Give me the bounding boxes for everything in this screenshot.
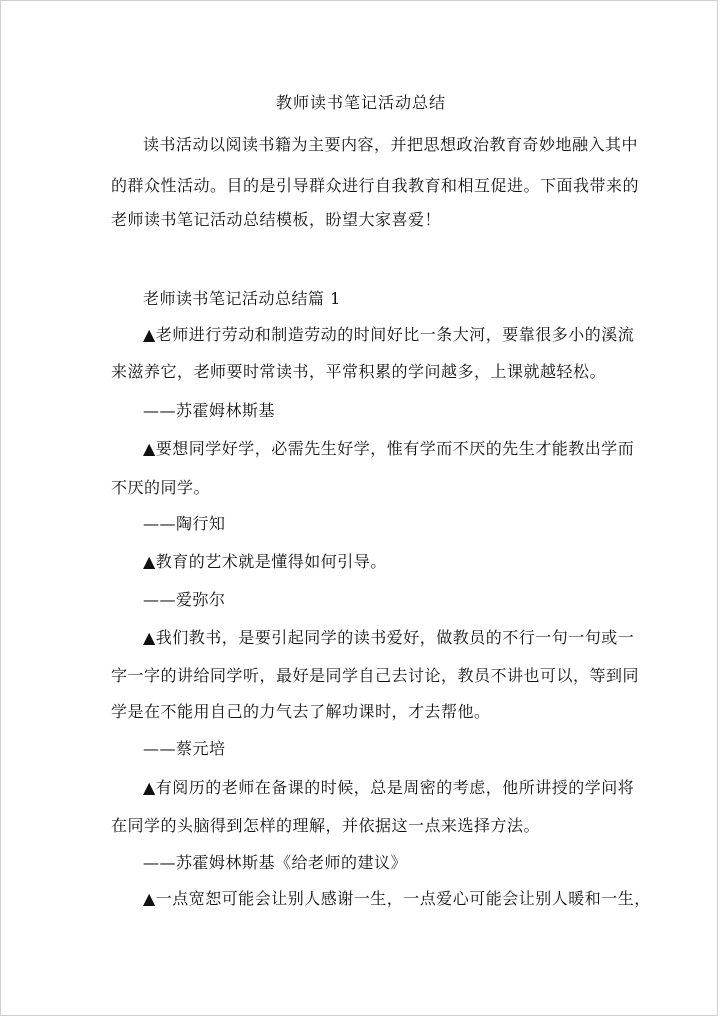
quote-4-line-1: ▲我们教书，是要引起同学的读书爱好，做教员的不行一句一句或一 — [143, 628, 635, 647]
page-title: 教师读书笔记活动总结 — [275, 93, 446, 112]
quote-3-author: ——爱弥尔 — [143, 590, 226, 609]
quote-3-line-1: ▲教育的艺术就是懂得如何引导。 — [143, 552, 387, 571]
quote-1-line-2: 来滋养它，老师要时常读书，平常积累的学问越多，上课就越轻松。 — [111, 362, 607, 381]
quote-1-author: ——苏霍姆林斯基 — [143, 401, 276, 420]
quote-5-line-1: ▲有阅历的老师在备课的时候，总是周密的考虑，他所讲授的学问将 — [143, 778, 635, 797]
intro-line-3: 老师读书笔记活动总结模板，盼望大家喜爱！ — [111, 210, 442, 229]
quote-1-line-1: ▲老师进行劳动和制造劳动的时间好比一条大河，要靠很多小的溪流 — [143, 325, 635, 344]
quote-6-line-1: ▲一点宽恕可能会让别人感谢一生，一点爱心可能会让别人暖和一生， — [143, 889, 651, 908]
quote-4-author: ——蔡元培 — [143, 739, 226, 758]
document-content — [1, 1, 720, 1019]
intro-line-1: 读书活动以阅读书籍为主要内容，并把思想政治教育奇妙地融入其中 — [143, 135, 639, 154]
intro-line-2: 的群众性活动。目的是引导群众进行自我教育和相互促进。下面我带来的 — [111, 176, 640, 195]
quote-5-author: ——苏霍姆林斯基《给老师的建议》 — [143, 853, 408, 872]
quote-5-line-2: 在同学的头脑得到怎样的理解，并依据这一点来选择方法。 — [111, 816, 541, 835]
section-heading: 老师读书笔记活动总结篇 1 — [143, 289, 341, 308]
quote-4-line-2: 字一字的讲给同学听，最好是同学自己去讨论，教员不讲也可以，等到同 — [111, 666, 640, 685]
quote-2-author: ——陶行知 — [143, 514, 226, 533]
quote-2-line-1: ▲要想同学好学，必需先生好学，惟有学而不厌的先生才能教出学而 — [143, 439, 635, 458]
quote-4-line-3: 学是在不能用自己的力气去了解功课时，才去帮他。 — [111, 702, 491, 721]
quote-2-line-2: 不厌的同学。 — [111, 478, 211, 497]
